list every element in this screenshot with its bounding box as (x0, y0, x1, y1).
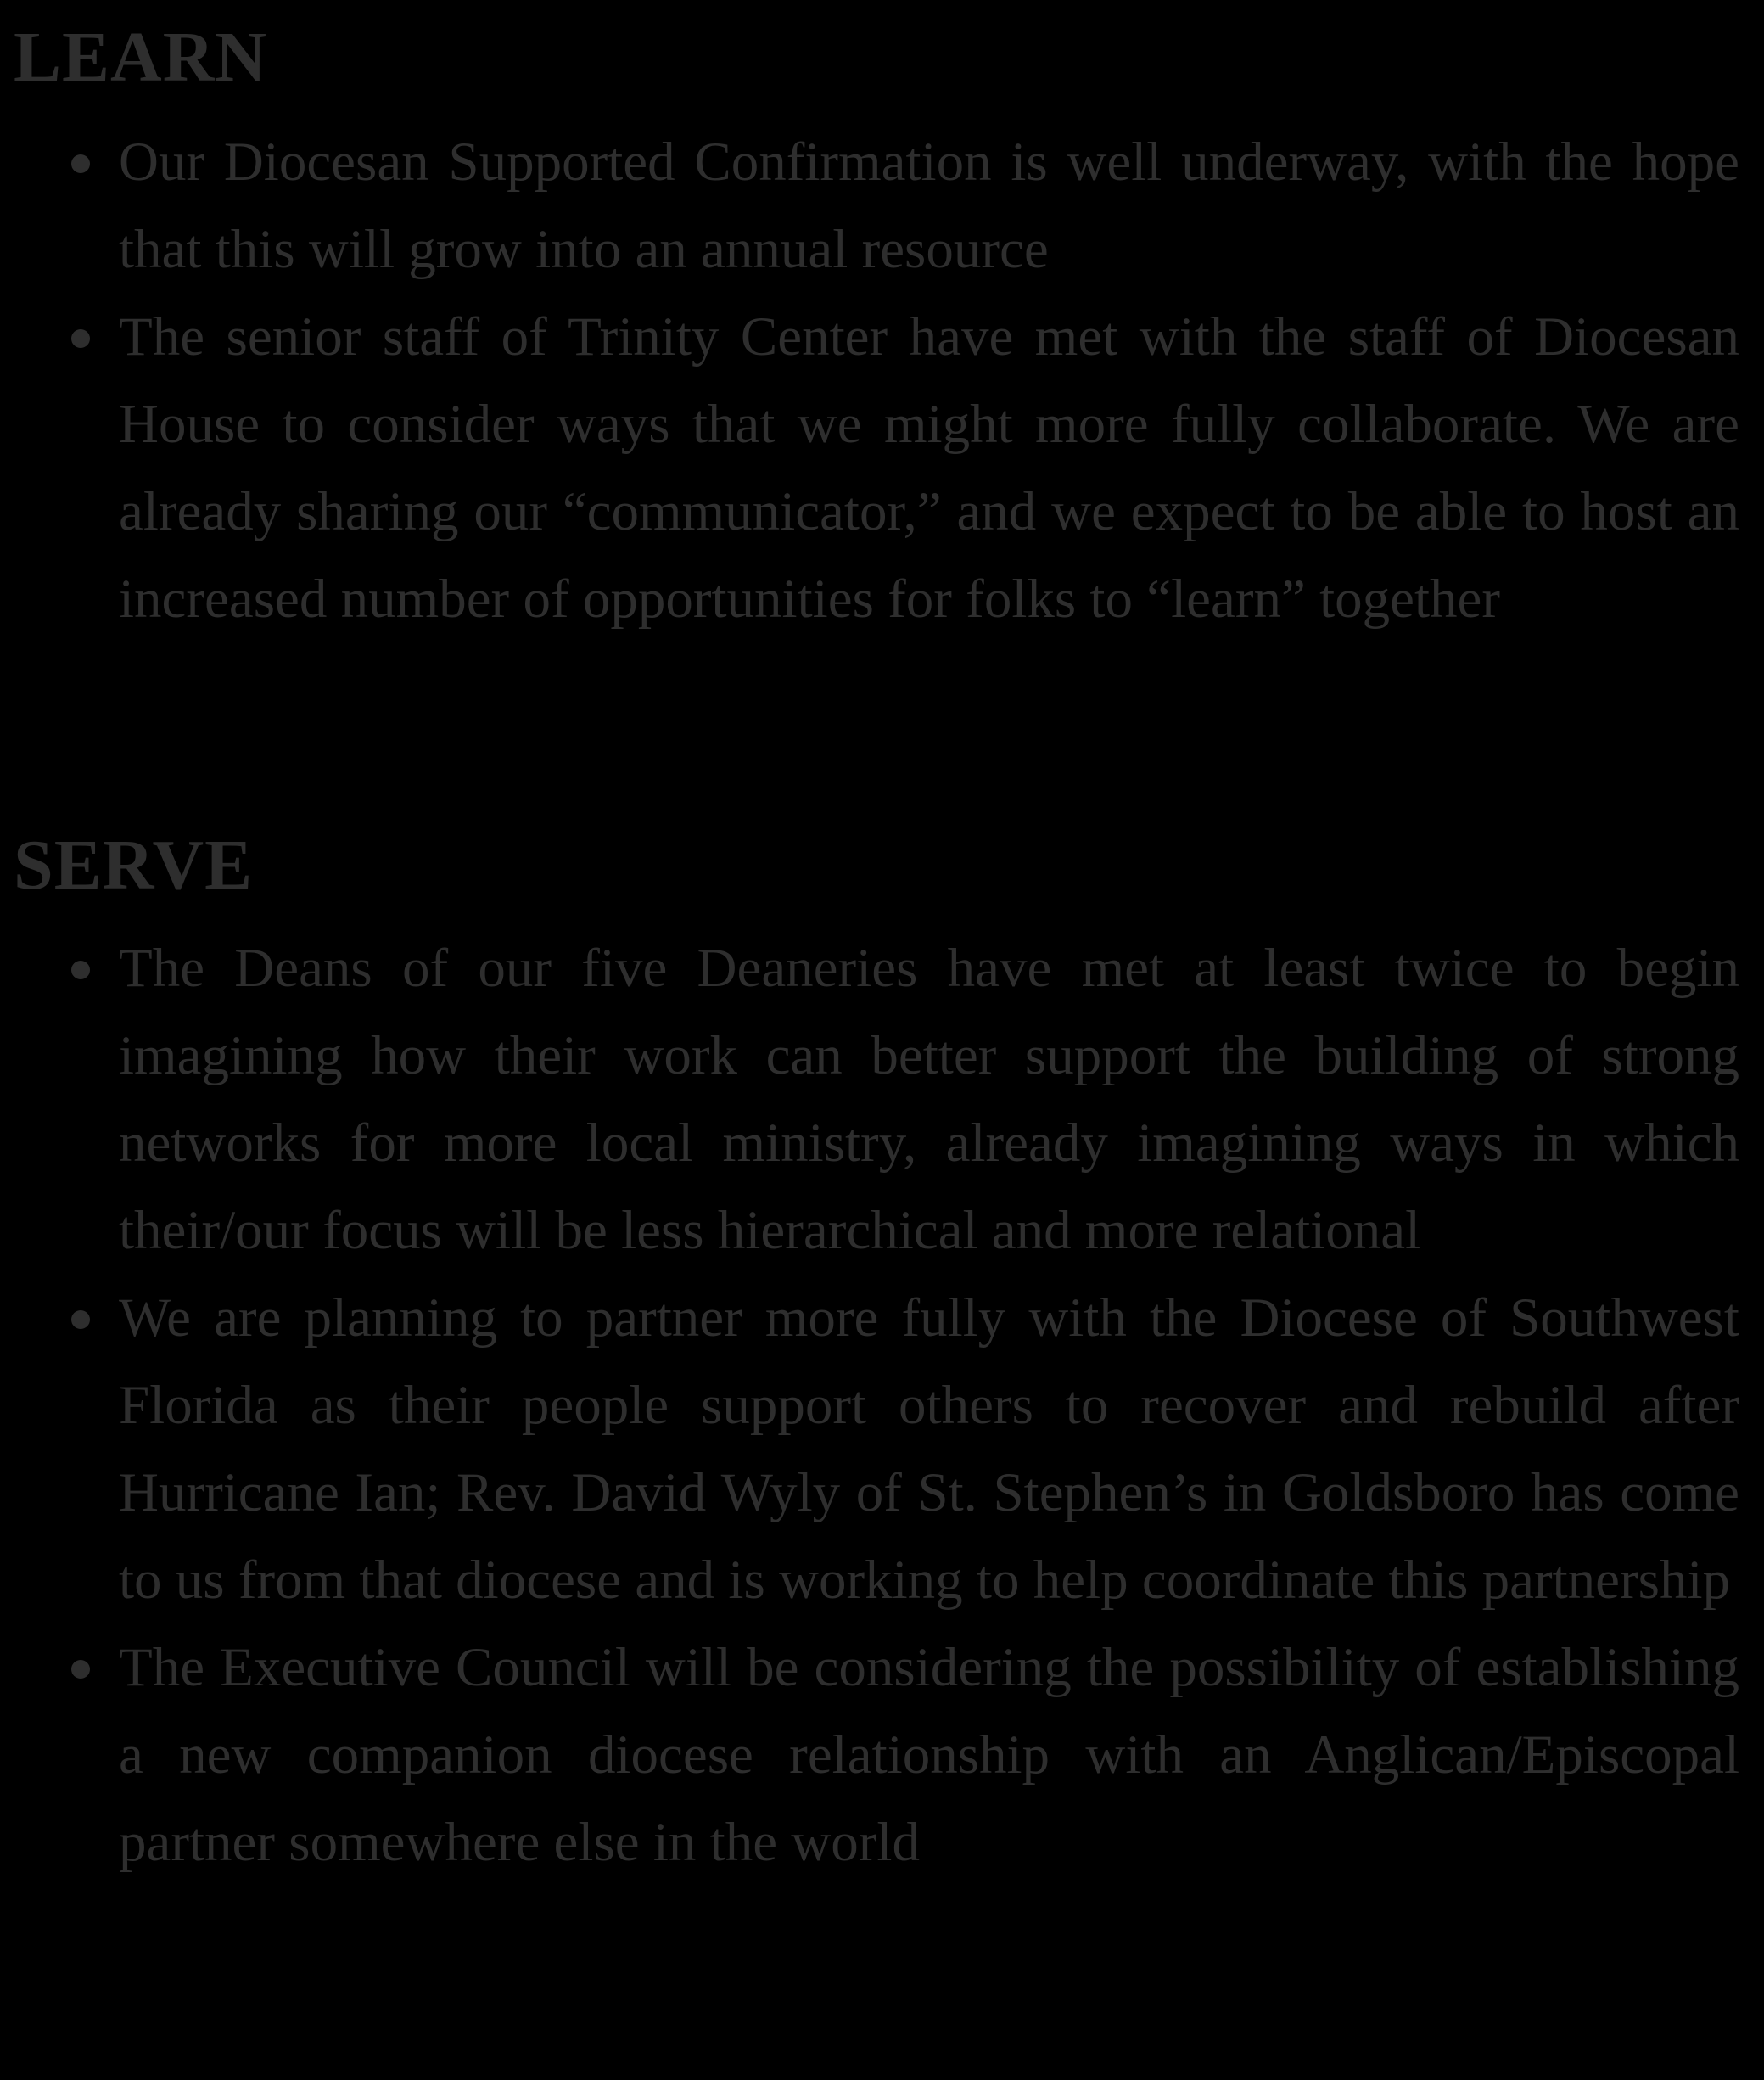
list-item (0, 294, 1739, 643)
bullet-icon (71, 1310, 90, 1329)
list-item-text: We are planning to partner more fully with the Diocese of Southwest Florida as their people support others to recover and rebuild after Hurricane Ian; Rev. David Wyly of St. Stephen’s in Goldsboro has come to us from that diocese and is working to help coordinate this partnership (119, 1287, 1739, 1611)
list-item-text: Our Diocesan Supported Confirmation is well underway, with the hope that this will grow into an annual resource (119, 132, 1739, 280)
bullet-icon (71, 154, 90, 173)
learn-bullet-list (0, 119, 1764, 643)
list-item (0, 925, 1739, 1275)
learn-heading: LEARN (14, 18, 268, 97)
bullet-icon (71, 961, 90, 979)
bullet-icon (71, 1660, 90, 1679)
list-item (0, 1275, 1739, 1624)
list-item-text: The Executive Council will be considering the possibility of establishing a new companion diocese relationship with an Anglican/Episcopal partner somewhere else in the world (119, 1637, 1739, 1873)
list-item-text: The Deans of our five Deaneries have met at least twice to begin imagining how their work can better support the building of strong networks for more local ministry, already imagining ways in which their/our focus will be less hierarchical and more relational (119, 938, 1739, 1261)
list-item (0, 1624, 1739, 1887)
list-item (0, 119, 1739, 294)
serve-bullet-list (0, 925, 1764, 1887)
list-item-text: The senior staff of Trinity Center have met with the staff of Diocesan House to consider ways that we might more fully collaborate. We are already sharing our “communicator,” and we expect to be able to host an increased number of opportunities for folks to “learn” together (119, 306, 1739, 630)
serve-heading: SERVE (14, 826, 254, 905)
bullet-icon (71, 329, 90, 348)
